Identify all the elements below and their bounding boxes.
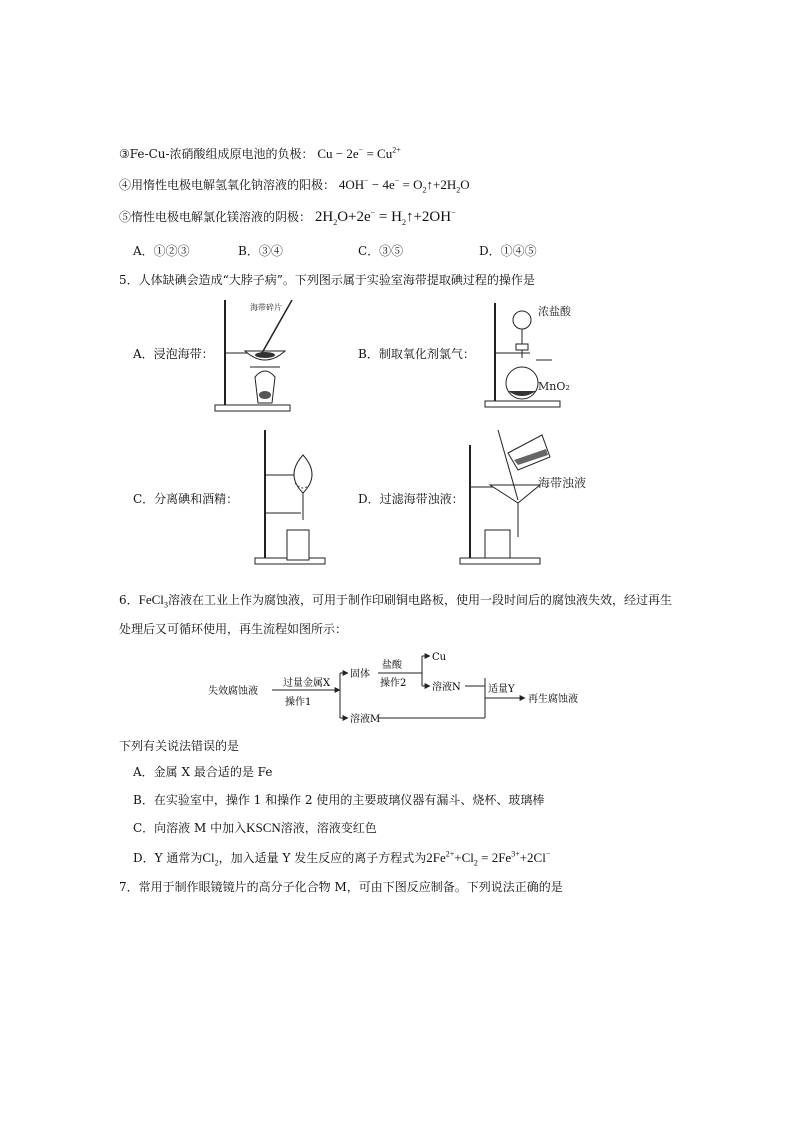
q6-option-d[interactable]: D．Y 通常为$Cl_2$，加入适量 Y 发生反应的离子方程式为$2Fe^{2+}+Cl_2 = 2Fe^{3+}+2Cl^-$ xyxy=(133,849,551,868)
q6-stem-line2: 处理后又可循环使用，再生流程如图所示： xyxy=(119,622,348,636)
q6-option-a[interactable]: A．金属 X 最合适的是 Fe xyxy=(133,765,273,779)
q5-option-d[interactable]: D．过滤海带浊液： xyxy=(358,492,464,506)
q4-item4-equation: $4OH^- - 4e^- = O_2↑+2H_2O$ xyxy=(338,176,470,195)
flow-cu: Cu xyxy=(432,652,447,663)
q5-figure-c xyxy=(255,425,335,570)
q4-option-d[interactable]: D．①④⑤ xyxy=(479,244,537,258)
q4-item3-equation: $Cu - 2e^- = Cu^{2+}$ xyxy=(317,145,401,161)
cl2-formula: $Cl_2$ xyxy=(202,850,219,868)
q5-figure-d xyxy=(450,425,600,570)
flow-reagent3: 适量Y xyxy=(488,684,515,695)
q5-option-a[interactable]: A．浸泡海带： xyxy=(133,347,214,361)
q5-option-b[interactable]: B．制取氧化剂氯气： xyxy=(358,347,475,361)
q6-stem-line1: 6．FeCl$_3$溶液在工业上作为腐蚀液，可用于制作印刷铜电路板，使用一段时间后的腐蚀液失效，经过再生 xyxy=(119,592,672,610)
q7-stem: 7．常用于制作眼镜镜片的高分子化合物 M，可由下图反应制备。下列说法正确的是 xyxy=(119,880,563,894)
q6-d-equation: $2Fe^{2+}+Cl_2 = 2Fe^{3+}+2Cl^-$ xyxy=(426,849,551,868)
flow-op1: 操作1 xyxy=(285,697,312,708)
flow-reagent1: 过量金属X xyxy=(283,678,331,689)
q4-item3: ③Fe-Cu-浓硝酸组成原电池的负极： $Cu - 2e^- = Cu^{2+}$ xyxy=(119,145,401,161)
q4-option-a[interactable]: A．①②③ xyxy=(133,244,190,258)
q5-stem: 5．人体缺碘会造成“大脖子病”。下列图示属于实验室海带提取碘过程的操作是 xyxy=(119,273,535,287)
fecl3-formula: FeCl$_3$ xyxy=(138,592,168,610)
flow-start: 失效腐蚀液 xyxy=(208,686,258,697)
q6-flow-diagram xyxy=(200,648,590,728)
q5-figure-a xyxy=(210,295,300,415)
q6-question: 下列有关说法错误的是 xyxy=(119,739,240,753)
flow-reagent2: 盐酸 xyxy=(382,660,402,671)
q5-option-c[interactable]: C．分离碘和酒精： xyxy=(133,492,239,506)
q4-option-b[interactable]: B．③④ xyxy=(238,244,283,258)
flow-solN: 溶液N xyxy=(432,682,461,693)
q5-figure-b-label-bottom: MnO₂ xyxy=(538,380,570,393)
flow-solid: 固体 xyxy=(350,669,370,680)
q5-figure-a-label: 海带碎片 xyxy=(250,303,282,312)
flow-end: 再生腐蚀液 xyxy=(528,694,578,705)
flow-solM: 溶液M xyxy=(350,714,381,725)
q4-item5: ⑤惰性电极电解氯化镁溶液的阴极： $2H_2O+2e^-$ = $H_2↑+2OH^-$ xyxy=(119,208,456,227)
q5-figure-b xyxy=(480,298,590,413)
q4-item4: ④用惰性电极电解氢氧化钠溶液的阳极： $4OH^- - 4e^- = O_2↑+2H_2O$ xyxy=(119,176,470,195)
q6-option-b[interactable]: B．在实验室中，操作 1 和操作 2 使用的主要玻璃仪器有漏斗、烧杯、玻璃棒 xyxy=(133,793,545,807)
q4-item5-equation: $2H_2O+2e^-$ = $H_2↑+2OH^-$ xyxy=(314,208,456,227)
flow-op2: 操作2 xyxy=(380,678,407,689)
q5-figure-b-label-top: 浓盐酸 xyxy=(538,305,571,318)
q4-option-c[interactable]: C．③⑤ xyxy=(358,244,404,258)
q6-option-c[interactable]: C．向溶液 M 中加入KSCN溶液，溶液变红色 xyxy=(133,820,377,835)
q5-figure-d-label: 海带浊液 xyxy=(538,476,587,490)
